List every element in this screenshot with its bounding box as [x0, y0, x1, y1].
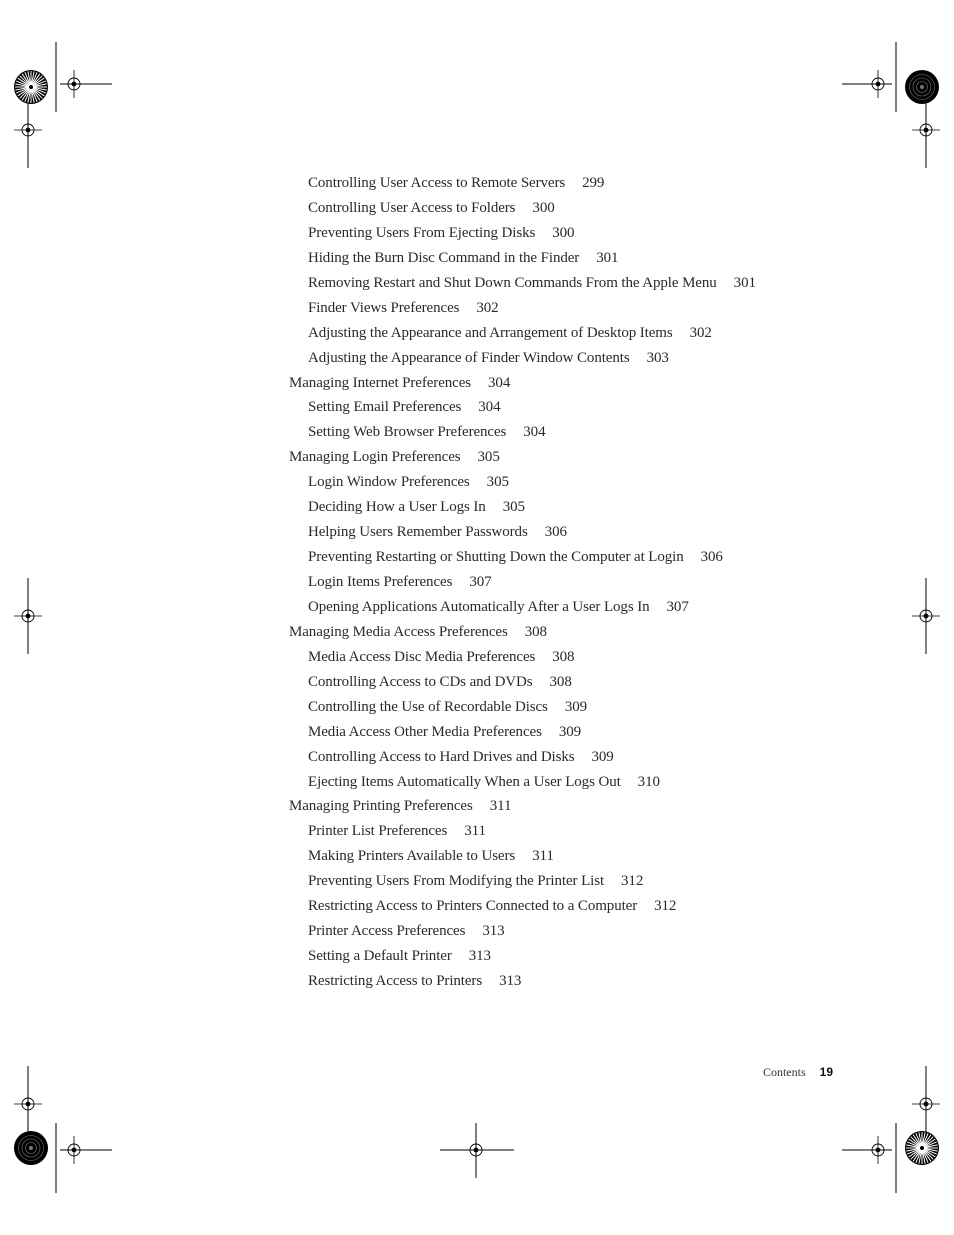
- toc-entry-title: Adjusting the Appearance of Finder Window Contents: [308, 349, 630, 366]
- toc-entry-title: Setting a Default Printer: [308, 948, 452, 965]
- toc-subsection-entry: [289, 919, 809, 944]
- toc-entry-page: 301: [596, 249, 619, 266]
- toc-entry-page: 299: [582, 175, 605, 191]
- toc-subsection-entry: [289, 595, 809, 620]
- toc-entry-title: Managing Media Access Preferences: [289, 623, 508, 640]
- toc-subsection-entry: [289, 221, 809, 246]
- toc-entry-title: Setting Email Preferences: [308, 399, 462, 416]
- toc-subsection-entry: [289, 495, 809, 520]
- toc-subsection-entry: [289, 844, 809, 869]
- toc-section-entry: [289, 794, 809, 819]
- toc-entry-title: Opening Applications Automatically After a User Logs In: [308, 598, 650, 615]
- toc-entry-title: Finder Views Preferences: [308, 299, 460, 316]
- toc-subsection-entry: [289, 470, 809, 495]
- toc-entry-page: 311: [532, 848, 554, 865]
- toc-entry-page: 306: [544, 524, 567, 541]
- toc-entry-title: Controlling Access to CDs and DVDs: [308, 673, 533, 690]
- toc-subsection-entry: [289, 695, 809, 720]
- toc-entry-title: Deciding How a User Logs In: [308, 499, 486, 516]
- table-of-contents: [289, 171, 809, 994]
- toc-subsection-entry: [289, 545, 809, 570]
- footer-section-label: Contents: [762, 1065, 806, 1079]
- toc-entry-title: Printer List Preferences: [308, 823, 448, 840]
- toc-entry-title: Removing Restart and Shut Down Commands From the Apple Menu: [308, 274, 717, 291]
- toc-subsection-entry: [289, 969, 809, 994]
- toc-entry-page: 305: [502, 499, 525, 516]
- toc-entry-page: 305: [477, 449, 500, 466]
- toc-entry-title: Ejecting Items Automatically When a User Logs Out: [308, 773, 621, 790]
- toc-entry-title: Preventing Users From Ejecting Disks: [308, 224, 536, 241]
- toc-subsection-entry: [289, 720, 809, 745]
- toc-subsection-entry: [289, 645, 809, 670]
- toc-entry-title: Controlling User Access to Remote Servers: [308, 175, 566, 191]
- toc-entry-page: 309: [558, 723, 582, 740]
- toc-subsection-entry: [289, 770, 809, 795]
- toc-entry-title: Hiding the Burn Disc Command in the Finder: [308, 249, 580, 266]
- toc-entry-title: Login Items Preferences: [308, 574, 453, 590]
- toc-entry-title: Controlling Access to Hard Drives and Disks: [308, 748, 575, 765]
- toc-subsection-entry: [289, 196, 809, 221]
- toc-entry-page: 300: [532, 199, 555, 216]
- toc-subsection-entry: [289, 395, 809, 420]
- toc-entry-title: Making Printers Available to Users: [308, 848, 516, 865]
- toc-subsection-entry: [289, 346, 809, 371]
- toc-section-entry: [289, 371, 809, 396]
- toc-entry-title: Managing Login Preferences: [289, 449, 461, 466]
- toc-entry-title: Setting Web Browser Preferences: [308, 424, 507, 441]
- toc-entry-title: Login Window Preferences: [308, 474, 470, 491]
- toc-entry-page: 312: [621, 873, 644, 890]
- toc-entry-page: 302: [689, 324, 712, 341]
- toc-entry-title: Media Access Disc Media Preferences: [308, 648, 536, 665]
- toc-entry-page: 313: [468, 948, 491, 965]
- toc-entry-title: Preventing Users From Modifying the Printer List: [308, 873, 605, 890]
- toc-entry-title: Restricting Access to Printers: [308, 973, 483, 989]
- toc-entry-title: Controlling the Use of Recordable Discs: [308, 698, 548, 715]
- toc-entry-page: 313: [499, 973, 522, 989]
- toc-subsection-entry: [289, 670, 809, 695]
- toc-entry-page: 313: [482, 923, 505, 940]
- toc-subsection-entry: [289, 420, 809, 445]
- toc-entry-page: 308: [524, 623, 547, 640]
- toc-entry-title: Helping Users Remember Passwords: [308, 524, 528, 541]
- toc-entry-page: 309: [564, 698, 588, 715]
- toc-entry-title: Printer Access Preferences: [308, 923, 466, 940]
- toc-entry-title: Managing Internet Preferences: [289, 374, 472, 391]
- toc-entry-page: 304: [488, 374, 511, 391]
- toc-entry-page: 308: [552, 648, 575, 665]
- toc-section-entry: [289, 445, 809, 470]
- toc-entry-page: 311: [464, 823, 486, 840]
- toc-entry-title: Restricting Access to Printers Connected to a Computer: [308, 898, 638, 915]
- toc-entry-page: 309: [591, 748, 614, 765]
- toc-entry-title: Controlling User Access to Folders: [308, 199, 516, 216]
- toc-entry-page: 300: [552, 224, 575, 241]
- page-number: 19: [819, 1065, 833, 1079]
- toc-subsection-entry: [289, 171, 809, 196]
- toc-subsection-entry: [289, 271, 809, 296]
- toc-entry-page: 302: [476, 299, 499, 316]
- toc-entry-title: Adjusting the Appearance and Arrangement of Desktop Items: [308, 324, 673, 341]
- toc-subsection-entry: [289, 819, 809, 844]
- toc-entry-page: 311: [489, 798, 512, 815]
- toc-subsection-entry: [289, 520, 809, 545]
- toc-entry-page: 310: [637, 773, 660, 790]
- toc-entry-page: 307: [666, 598, 689, 615]
- toc-entry-title: Media Access Other Media Preferences: [308, 723, 542, 740]
- toc-subsection-entry: [289, 296, 809, 321]
- toc-subsection-entry: [289, 570, 809, 595]
- toc-entry-title: Preventing Restarting or Shutting Down the Computer at Login: [308, 549, 684, 566]
- toc-entry-page: 304: [523, 424, 546, 441]
- toc-entry-page: 303: [646, 349, 669, 366]
- toc-subsection-entry: [289, 745, 809, 770]
- toc-subsection-entry: [289, 321, 809, 346]
- toc-entry-page: 304: [478, 399, 501, 416]
- toc-section-entry: [289, 620, 809, 645]
- toc-entry-page: 305: [486, 474, 509, 491]
- toc-entry-page: 301: [733, 274, 756, 291]
- toc-subsection-entry: [289, 246, 809, 271]
- toc-entry-page: 307: [469, 574, 492, 590]
- toc-entry-page: 306: [700, 549, 723, 566]
- toc-subsection-entry: [289, 869, 809, 894]
- toc-subsection-entry: [289, 944, 809, 969]
- toc-entry-page: 308: [549, 673, 572, 690]
- toc-entry-title: Managing Printing Preferences: [289, 798, 473, 815]
- page-footer: [763, 1063, 833, 1081]
- toc-subsection-entry: [289, 894, 809, 919]
- toc-entry-page: 312: [654, 898, 677, 915]
